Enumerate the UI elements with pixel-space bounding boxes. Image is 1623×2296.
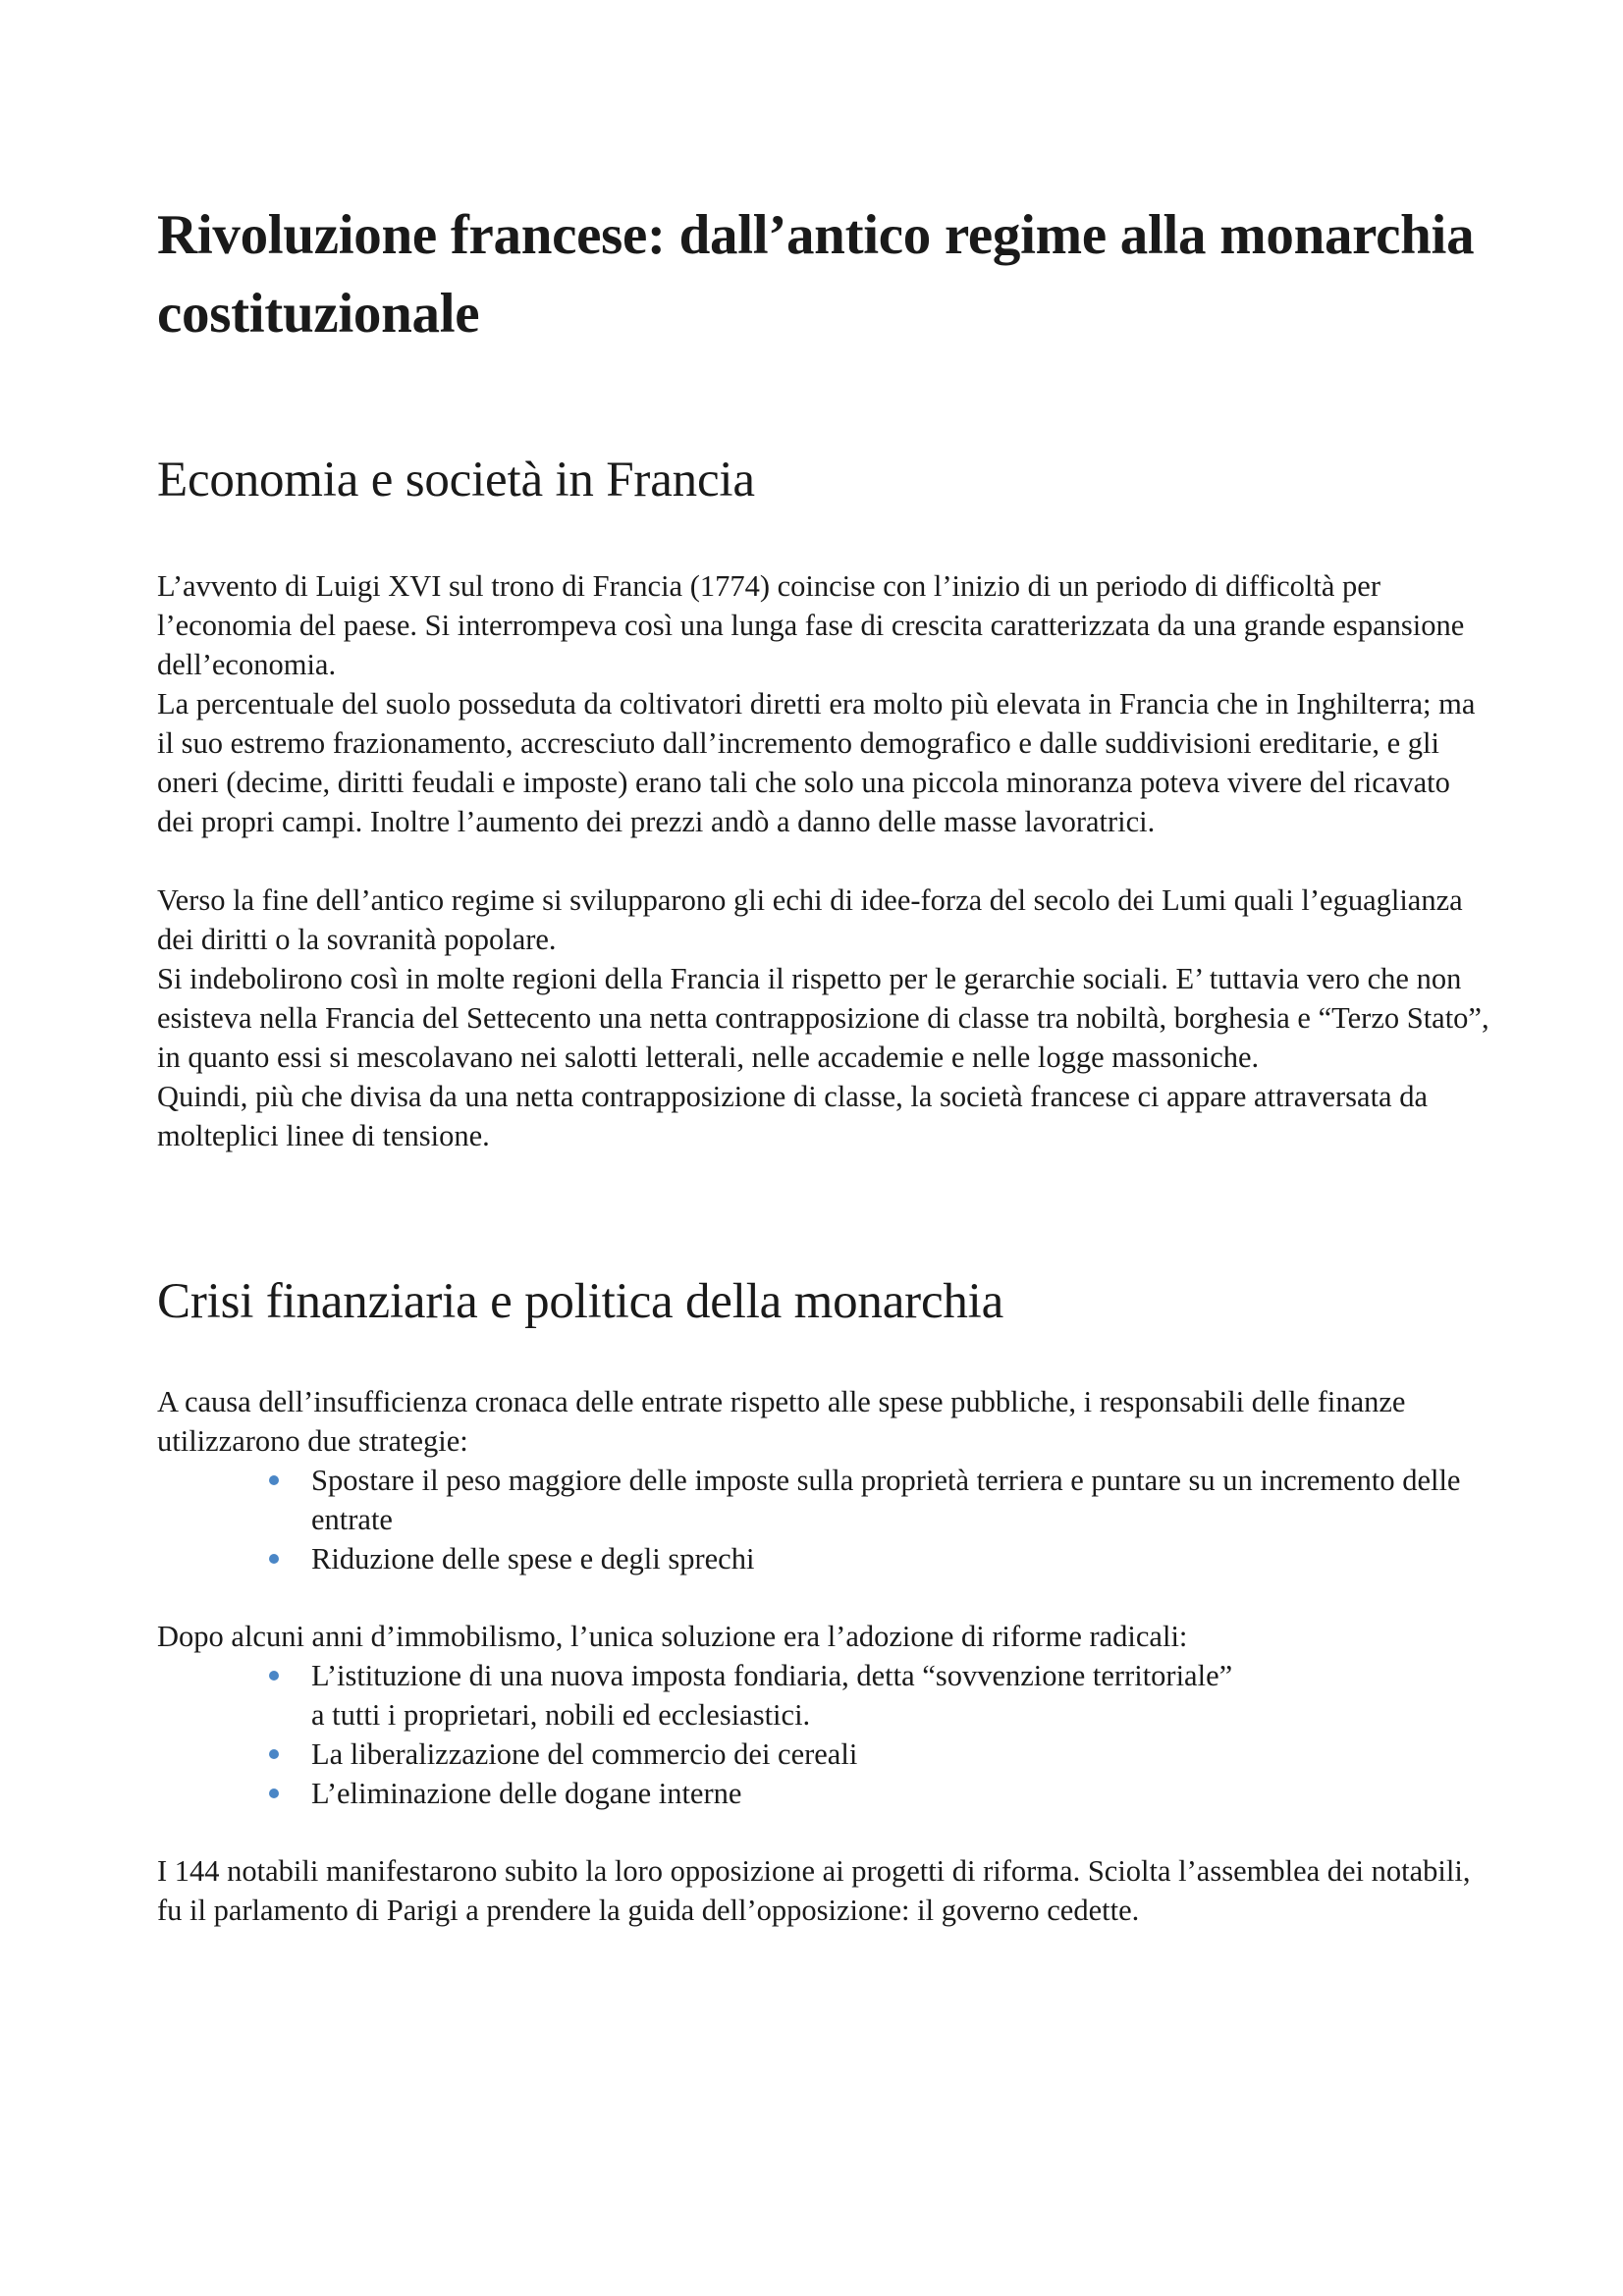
paragraph: L’avvento di Luigi XVI sul trono di Francia (1774) coincise con l’inizio di un periodo di difficoltà per l’economia del paese. Si interrompeva così una lunga fase di crescita caratterizzata da una grande espansione dell’economia.	[157, 569, 1465, 681]
list-item-text: L’istituzione di una nuova imposta fondiaria, detta “sovvenzione territoriale”	[311, 1659, 1233, 1692]
document-title: Rivoluzione francese: dall’antico regime alla monarchia costituzionale	[157, 204, 1475, 345]
document-body	[157, 196, 1492, 1930]
bullet-icon	[269, 1671, 279, 1681]
paragraph: Quindi, più che divisa da una netta contrapposizione di classe, la società francese ci appare attraversata da molteplici linee di tensione.	[157, 1080, 1429, 1152]
paragraph: Dopo alcuni anni d’immobilismo, l’unica soluzione era l’adozione di riforme radicali:	[157, 1620, 1188, 1653]
list-item-text: La liberalizzazione del commercio dei cereali	[311, 1737, 858, 1771]
paragraph: A causa dell’insufficienza cronaca delle entrate rispetto alle spese pubbliche, i responsabili delle finanze utilizzarono due strategie:	[157, 1385, 1406, 1458]
list-item	[311, 1774, 1492, 1813]
list-item	[311, 1735, 1492, 1774]
bullet-list-riforme	[157, 1656, 1492, 1813]
paragraph: Verso la fine dell’antico regime si svilupparono gli echi di idee-forza del secolo dei Lumi quali l’eguaglianza dei diritti o la sovranità popolare.	[157, 883, 1463, 956]
bullet-icon	[269, 1749, 279, 1759]
bullet-list-strategie	[157, 1461, 1492, 1578]
list-item-text: L’eliminazione delle dogane interne	[311, 1777, 742, 1810]
list-item-text: Riduzione delle spese e degli sprechi	[311, 1542, 755, 1575]
list-item	[311, 1656, 1492, 1735]
section-heading-economia: Economia e società in Francia	[157, 453, 755, 507]
bullet-icon	[269, 1554, 279, 1564]
list-item-text-continued: a tutti i proprietari, nobili ed ecclesiastici.	[311, 1698, 811, 1732]
paragraph: La percentuale del suolo posseduta da coltivatori diretti era molto più elevata in Francia che in Inghilterra; ma il suo estremo frazionamento, accresciuto dall’incremento demografico e dalle suddivisioni ereditarie, e gli oneri (decime, diritti feudali e imposte) erano tali che solo una piccola minoranza poteva vivere del ricavato dei propri campi. Inoltre l’aumento dei prezzi andò a danno delle masse lavoratrici.	[157, 687, 1476, 838]
bullet-icon	[269, 1475, 279, 1485]
section-heading-crisi: Crisi finanziaria e politica della monarchia	[157, 1274, 1004, 1329]
list-item	[311, 1539, 1492, 1578]
bullet-icon	[269, 1789, 279, 1798]
list-item-text: Spostare il peso maggiore delle imposte sulla proprietà terriera e puntare su un incremento delle entrate	[311, 1464, 1461, 1536]
paragraph: I 144 notabili manifestarono subito la loro opposizione ai progetti di riforma. Sciolta l’assemblea dei notabili, fu il parlamento di Parigi a prendere la guida dell’opposizione: il governo cedette.	[157, 1854, 1471, 1927]
list-item	[311, 1461, 1492, 1539]
paragraph: Si indebolirono così in molte regioni della Francia il rispetto per le gerarchie sociali. E’ tuttavia vero che non esisteva nella Francia del Settecento una netta contrapposizione di classe tra nobiltà, borghesia e “Terzo Stato”, in quanto essi si mescolavano nei salotti letterali, nelle accademie e nelle logge massoniche.	[157, 962, 1489, 1074]
